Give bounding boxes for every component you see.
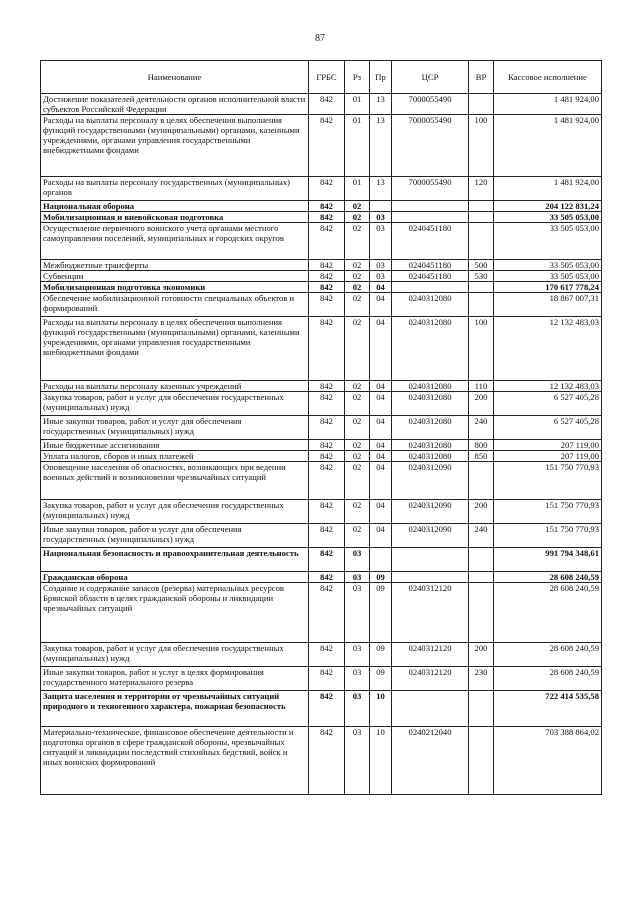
table-row: [41, 392, 602, 416]
cell-grbs: 842: [309, 548, 345, 572]
cell-csr: 0240312120: [392, 643, 469, 667]
cell-pr: 03: [370, 271, 392, 282]
cell-pr: 04: [370, 500, 392, 524]
cell-name: Расходы на выплаты персоналу в целях обеспечения выполнения функций государственными (муниципальными) органами, казенными учреждениями, органами управления государственными внебюджетными фондами: [41, 317, 309, 381]
header-name: Наименование: [41, 61, 309, 94]
cell-rz: 02: [345, 223, 370, 260]
cell-grbs: 842: [309, 223, 345, 260]
cell-grbs: 842: [309, 212, 345, 223]
cell-rz: 02: [345, 381, 370, 392]
cell-amount: 207 119,00: [494, 451, 602, 462]
cell-vr: 240: [469, 416, 494, 440]
cell-pr: 04: [370, 317, 392, 381]
cell-grbs: 842: [309, 462, 345, 500]
cell-vr: [469, 727, 494, 795]
table-row: [41, 115, 602, 177]
table-row: [41, 177, 602, 201]
table-row: [41, 381, 602, 392]
cell-pr: 04: [370, 451, 392, 462]
cell-grbs: 842: [309, 583, 345, 643]
cell-amount: 28 608 240,59: [494, 572, 602, 583]
table-row: [41, 451, 602, 462]
cell-grbs: 842: [309, 282, 345, 293]
cell-amount: 207 119,00: [494, 440, 602, 451]
table-row: [41, 667, 602, 691]
cell-amount: 1 481 924,00: [494, 94, 602, 115]
cell-name: Уплата налогов, сборов и иных платежей: [41, 451, 309, 462]
cell-grbs: 842: [309, 293, 345, 317]
cell-csr: 0240451180: [392, 260, 469, 271]
table-row: [41, 462, 602, 500]
table-header-row: [41, 61, 602, 94]
header-rz: Рз: [345, 61, 370, 94]
cell-grbs: 842: [309, 451, 345, 462]
cell-rz: 03: [345, 548, 370, 572]
cell-pr: 10: [370, 691, 392, 727]
table-row: [41, 727, 602, 795]
cell-grbs: 842: [309, 94, 345, 115]
cell-vr: [469, 201, 494, 212]
cell-pr: 09: [370, 643, 392, 667]
cell-vr: [469, 572, 494, 583]
table-body: [41, 94, 602, 795]
cell-rz: 03: [345, 583, 370, 643]
cell-pr: [370, 201, 392, 212]
table-row: [41, 643, 602, 667]
cell-pr: [370, 548, 392, 572]
cell-name: Закупка товаров, работ и услуг для обеспечения государственных (муниципальных) нужд: [41, 500, 309, 524]
cell-rz: 02: [345, 317, 370, 381]
cell-vr: [469, 691, 494, 727]
cell-vr: 120: [469, 177, 494, 201]
cell-csr: [392, 572, 469, 583]
cell-grbs: 842: [309, 416, 345, 440]
cell-pr: 13: [370, 115, 392, 177]
cell-csr: 0240312090: [392, 524, 469, 548]
table-row: [41, 548, 602, 572]
cell-pr: 10: [370, 727, 392, 795]
header-pr: Пр: [370, 61, 392, 94]
cell-amount: 151 750 770,93: [494, 524, 602, 548]
cell-amount: 1 481 924,00: [494, 177, 602, 201]
cell-rz: 01: [345, 177, 370, 201]
table-row: [41, 416, 602, 440]
table-row: [41, 260, 602, 271]
cell-grbs: 842: [309, 572, 345, 583]
cell-name: Межбюджетные трансферты: [41, 260, 309, 271]
cell-grbs: 842: [309, 667, 345, 691]
cell-rz: 02: [345, 282, 370, 293]
cell-csr: [392, 548, 469, 572]
cell-pr: 03: [370, 260, 392, 271]
cell-vr: [469, 583, 494, 643]
cell-csr: 7000055490: [392, 177, 469, 201]
cell-name: Расходы на выплаты персоналу в целях обеспечения выполнения функций государственными (муниципальными) органами, казенными учреждениями, органами управления государственными внебюджетными фондами: [41, 115, 309, 177]
table-row: [41, 94, 602, 115]
cell-name: Субвенции: [41, 271, 309, 282]
cell-name: Расходы на выплаты персоналу казенных учреждений: [41, 381, 309, 392]
table-row: [41, 212, 602, 223]
cell-name: Оповещение населения об опасностях, возникающих при ведении военных действий и возникновении чрезвычайных ситуаций: [41, 462, 309, 500]
table-row: [41, 691, 602, 727]
cell-amount: 33 505 053,00: [494, 271, 602, 282]
cell-grbs: 842: [309, 271, 345, 282]
cell-name: Иные закупки товаров, работ и услуг в целях формирования государственного материального резерва: [41, 667, 309, 691]
cell-name: Создание и содержание запасов (резерва) материальных ресурсов Брянской области в целях гражданской обороны и ликвидации чрезвычайных ситуаций: [41, 583, 309, 643]
cell-amount: 722 414 535,58: [494, 691, 602, 727]
cell-pr: 13: [370, 177, 392, 201]
cell-pr: 09: [370, 667, 392, 691]
cell-vr: [469, 282, 494, 293]
cell-name: Расходы на выплаты персоналу государственных (муниципальных) органов: [41, 177, 309, 201]
cell-pr: 13: [370, 94, 392, 115]
header-vr: ВР: [469, 61, 494, 94]
cell-pr: 04: [370, 462, 392, 500]
table-row: [41, 524, 602, 548]
cell-grbs: 842: [309, 317, 345, 381]
cell-csr: 0240312080: [392, 317, 469, 381]
cell-rz: 03: [345, 572, 370, 583]
cell-name: Национальная оборона: [41, 201, 309, 212]
cell-rz: 03: [345, 667, 370, 691]
cell-rz: 02: [345, 212, 370, 223]
cell-rz: 01: [345, 115, 370, 177]
cell-vr: [469, 223, 494, 260]
cell-vr: [469, 212, 494, 223]
cell-name: Закупка товаров, работ и услуг для обеспечения государственных (муниципальных) нужд: [41, 392, 309, 416]
cell-amount: 33 505 053,00: [494, 260, 602, 271]
cell-amount: 28 608 240,59: [494, 643, 602, 667]
cell-pr: 09: [370, 583, 392, 643]
cell-name: Иные закупки товаров, работ и услуг для обеспечения государственных (муниципальных) нужд: [41, 524, 309, 548]
table-row: [41, 223, 602, 260]
cell-csr: 0240212040: [392, 727, 469, 795]
cell-csr: 7000055490: [392, 94, 469, 115]
cell-rz: 03: [345, 643, 370, 667]
cell-pr: 04: [370, 440, 392, 451]
cell-csr: 0240312080: [392, 416, 469, 440]
cell-csr: 0240451180: [392, 223, 469, 260]
cell-rz: 02: [345, 392, 370, 416]
cell-csr: 0240312120: [392, 583, 469, 643]
cell-csr: 0240312080: [392, 440, 469, 451]
cell-name: Достижение показателей деятельности органов исполнительной власти субъектов Российской Федерации: [41, 94, 309, 115]
cell-grbs: 842: [309, 691, 345, 727]
cell-name: Иные бюджетные ассигнования: [41, 440, 309, 451]
cell-vr: 850: [469, 451, 494, 462]
cell-rz: 02: [345, 440, 370, 451]
cell-grbs: 842: [309, 381, 345, 392]
cell-name: Национальная безопасность и правоохранительная деятельность: [41, 548, 309, 572]
cell-name: Закупка товаров, работ и услуг для обеспечения государственных (муниципальных) нужд: [41, 643, 309, 667]
cell-csr: [392, 201, 469, 212]
cell-name: Мобилизационная подготовка экономики: [41, 282, 309, 293]
cell-rz: 03: [345, 691, 370, 727]
cell-name: Иные закупки товаров, работ и услуг для обеспечения государственных (муниципальных) нужд: [41, 416, 309, 440]
cell-vr: 110: [469, 381, 494, 392]
cell-csr: [392, 691, 469, 727]
table-row: [41, 440, 602, 451]
header-amount: Кассовое исполнение: [494, 61, 602, 94]
cell-vr: 100: [469, 115, 494, 177]
cell-vr: 200: [469, 500, 494, 524]
cell-name: Гражданская оборона: [41, 572, 309, 583]
cell-pr: 04: [370, 524, 392, 548]
cell-csr: 0240312090: [392, 500, 469, 524]
cell-amount: 151 750 770,93: [494, 462, 602, 500]
cell-csr: 7000055490: [392, 115, 469, 177]
page-number: 87: [315, 33, 325, 44]
cell-grbs: 842: [309, 500, 345, 524]
cell-name: Осуществление первичного воинского учета органами местного самоуправления поселений, муниципальных и городских округов: [41, 223, 309, 260]
cell-grbs: 842: [309, 201, 345, 212]
cell-amount: 1 481 924,00: [494, 115, 602, 177]
budget-table: [40, 60, 602, 795]
cell-amount: 151 750 770,93: [494, 500, 602, 524]
cell-grbs: 842: [309, 115, 345, 177]
cell-vr: 500: [469, 260, 494, 271]
cell-csr: [392, 282, 469, 293]
cell-amount: 12 132 483,03: [494, 381, 602, 392]
cell-grbs: 842: [309, 727, 345, 795]
cell-pr: 04: [370, 293, 392, 317]
cell-rz: 02: [345, 524, 370, 548]
table-row: [41, 500, 602, 524]
cell-pr: 04: [370, 416, 392, 440]
table-row: [41, 572, 602, 583]
cell-grbs: 842: [309, 260, 345, 271]
cell-name: Материально-техническое, финансовое обеспечение деятельности и подготовка органов в сфере гражданской обороны, чрезвычайных ситуаций и ликвидации последствий стихийных бедствий, войск и иных воинских формирований: [41, 727, 309, 795]
cell-csr: [392, 212, 469, 223]
cell-rz: 02: [345, 500, 370, 524]
cell-amount: 28 608 240,59: [494, 583, 602, 643]
cell-vr: 200: [469, 643, 494, 667]
cell-name: Мобилизационная и вневойсковая подготовка: [41, 212, 309, 223]
cell-grbs: 842: [309, 177, 345, 201]
cell-pr: 04: [370, 392, 392, 416]
cell-vr: [469, 293, 494, 317]
cell-csr: 0240312090: [392, 462, 469, 500]
cell-vr: 100: [469, 317, 494, 381]
cell-name: Защита населения и территории от чрезвычайных ситуаций природного и техногенного характера, пожарная безопасность: [41, 691, 309, 727]
cell-rz: 02: [345, 451, 370, 462]
cell-vr: 200: [469, 392, 494, 416]
table-row: [41, 271, 602, 282]
cell-amount: 170 617 778,24: [494, 282, 602, 293]
cell-amount: 28 608 240,59: [494, 667, 602, 691]
cell-grbs: 842: [309, 643, 345, 667]
cell-pr: 04: [370, 381, 392, 392]
header-csr: ЦСР: [392, 61, 469, 94]
cell-csr: 0240451180: [392, 271, 469, 282]
table-row: [41, 201, 602, 212]
table-row: [41, 317, 602, 381]
cell-pr: 09: [370, 572, 392, 583]
cell-rz: 02: [345, 293, 370, 317]
cell-grbs: 842: [309, 524, 345, 548]
cell-amount: 204 122 831,24: [494, 201, 602, 212]
cell-csr: 0240312080: [392, 451, 469, 462]
cell-grbs: 842: [309, 392, 345, 416]
cell-rz: 01: [345, 94, 370, 115]
cell-rz: 03: [345, 727, 370, 795]
cell-name: Обеспечение мобилизационной готовности специальных объектов и формирований: [41, 293, 309, 317]
cell-vr: [469, 548, 494, 572]
cell-rz: 02: [345, 201, 370, 212]
cell-vr: 530: [469, 271, 494, 282]
cell-amount: 33 505 053,00: [494, 223, 602, 260]
cell-csr: 0240312080: [392, 293, 469, 317]
cell-csr: 0240312080: [392, 381, 469, 392]
cell-amount: 703 388 864,02: [494, 727, 602, 795]
cell-rz: 02: [345, 462, 370, 500]
cell-rz: 02: [345, 260, 370, 271]
cell-amount: 12 132 483,03: [494, 317, 602, 381]
cell-vr: 240: [469, 524, 494, 548]
cell-amount: 6 527 405,28: [494, 416, 602, 440]
cell-pr: 03: [370, 212, 392, 223]
table-row: [41, 282, 602, 293]
header-grbs: ГРБС: [309, 61, 345, 94]
cell-amount: 33 505 053,00: [494, 212, 602, 223]
cell-rz: 02: [345, 416, 370, 440]
cell-vr: [469, 94, 494, 115]
table-row: [41, 293, 602, 317]
cell-amount: 18 867 007,31: [494, 293, 602, 317]
cell-csr: 0240312120: [392, 667, 469, 691]
table-row: [41, 583, 602, 643]
cell-vr: [469, 462, 494, 500]
cell-pr: 03: [370, 223, 392, 260]
cell-vr: 800: [469, 440, 494, 451]
cell-rz: 02: [345, 271, 370, 282]
cell-amount: 991 794 348,61: [494, 548, 602, 572]
cell-csr: 0240312080: [392, 392, 469, 416]
cell-grbs: 842: [309, 440, 345, 451]
cell-pr: 04: [370, 282, 392, 293]
cell-vr: 230: [469, 667, 494, 691]
cell-amount: 6 527 405,28: [494, 392, 602, 416]
